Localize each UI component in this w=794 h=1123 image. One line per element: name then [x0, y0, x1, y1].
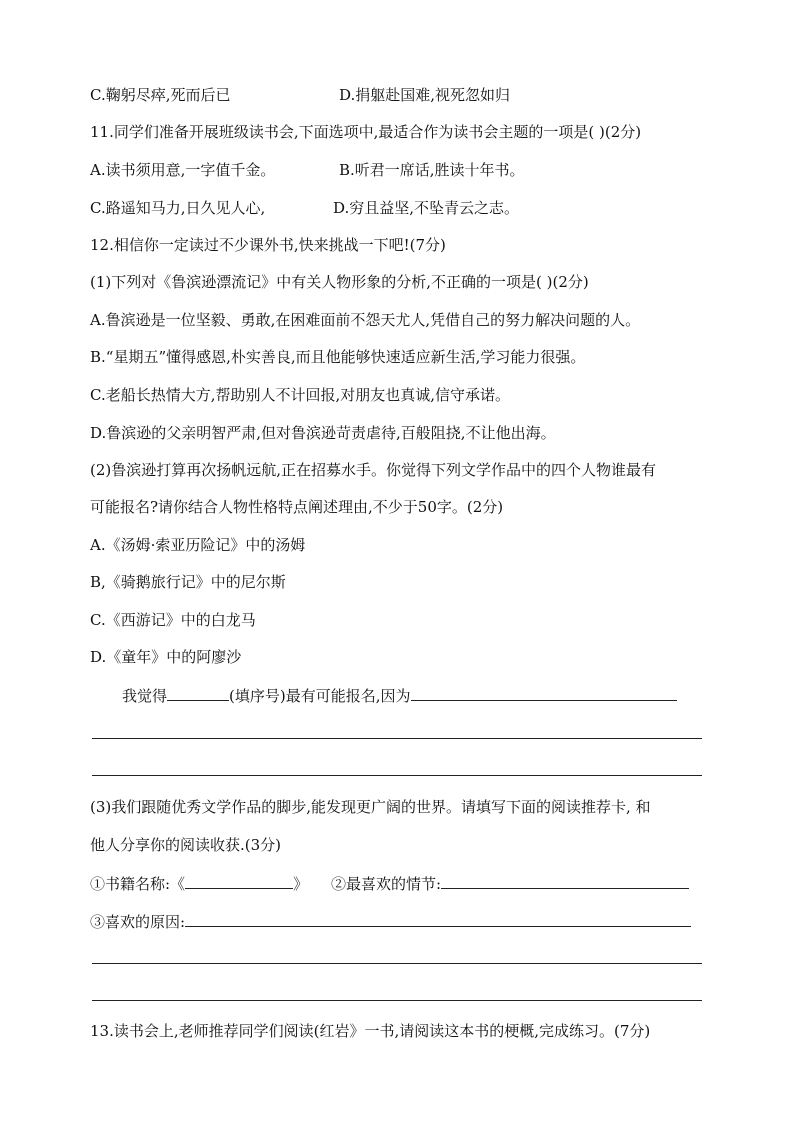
q12-part2-stem-line1: (2)鲁滨逊打算再次扬帆远航,正在招募水手。你觉得下列文学作品中的四个人物谁最有: [90, 461, 657, 479]
q12-part2-answer-line: [122, 684, 677, 706]
q12-part3-reason-row: [90, 910, 691, 932]
favorite-plot-blank[interactable]: [441, 872, 689, 889]
answer-rule-1[interactable]: [92, 738, 702, 739]
q11-option-c: C.路遥知马力,日久见人心,: [90, 199, 266, 217]
q11-option-d: D.穷且益坚,不坠青云之志。: [333, 199, 520, 217]
q12-stem: 12.相信你一定读过不少课外书,快来挑战一下吧!(7分): [90, 236, 446, 254]
book-name-blank[interactable]: [185, 872, 293, 889]
q11-option-a: A.读书须用意,一字值千金。: [90, 161, 276, 179]
book-name-label: ①书籍名称:《: [90, 875, 186, 893]
q12-part3-stem-line2: 他人分享你的阅读收获.(3分): [90, 836, 282, 854]
book-name-close: 》: [293, 875, 309, 893]
q12-part3-book-row: [90, 872, 308, 894]
answer-middle: (填序号)最有可能报名,因为: [229, 687, 411, 705]
q12-part3-plot-row: [331, 872, 689, 894]
q12-part1-option-d: D.鲁滨逊的父亲明智严肃,但对鲁滨逊苛责虐待,百般阻挠,不让他出海。: [90, 424, 556, 442]
q12-part2-stem-line2: 可能报名?请你结合人物性格特点阐述理由,不少于50字。(2分): [90, 498, 504, 516]
q10-option-d: D.捐躯赴国难,视死忽如归: [339, 86, 511, 104]
answer-prefix: 我觉得: [122, 687, 168, 705]
reason-rule-1[interactable]: [92, 963, 702, 964]
q12-part2-option-a: A.《汤姆·索亚历险记》中的汤姆: [90, 536, 306, 554]
q12-part1-option-b: B.“星期五”懂得感恩,朴实善良,而且他能够快速适应新生活,学习能力很强。: [90, 348, 586, 366]
q12-part1-option-a: A.鲁滨逊是一位坚毅、勇敢,在困难面前不怨天尤人,凭借自己的努力解决问题的人。: [90, 311, 641, 329]
q12-part2-option-d: D.《童年》中的阿廖沙: [90, 648, 242, 666]
reason-line-blank[interactable]: [185, 910, 691, 927]
q12-part1-option-c: C.老船长热情大方,帮助别人不计回报,对朋友也真诚,信守承诺。: [90, 386, 511, 404]
q12-part3-stem-line1: (3)我们跟随优秀文学作品的脚步,能发现更广阔的世界。请填写下面的阅读推荐卡, 和: [90, 798, 651, 816]
answer-rule-2[interactable]: [92, 775, 702, 776]
reason-label: ③喜欢的原因:: [90, 913, 186, 931]
q12-part2-option-b: B,《骑鹅旅行记》中的尼尔斯: [90, 573, 286, 591]
q11-option-b: B.听君一席话,胜读十年书。: [339, 161, 525, 179]
favorite-plot-label: ②最喜欢的情节:: [331, 875, 442, 893]
q13-stem: 13.读书会上,老师推荐同学们阅读(红岩》一书,请阅读这本书的梗概,完成练习。(7分): [90, 1022, 651, 1040]
reason-rule-2[interactable]: [92, 1000, 702, 1001]
choice-blank[interactable]: [167, 684, 229, 701]
q12-part1-stem: (1)下列对《鲁滨逊漂流记》中有关人物形象的分析,不正确的一项是( )(2分): [90, 273, 589, 291]
reason-blank[interactable]: [411, 684, 677, 701]
q10-option-c: C.鞠躬尽瘁,死而后已: [90, 86, 231, 104]
q12-part2-option-c: C.《西游记》中的白龙马: [90, 611, 256, 629]
q11-stem: 11.同学们准备开展班级读书会,下面选项中,最适合作为读书会主题的一项是( )(2分): [90, 123, 642, 141]
